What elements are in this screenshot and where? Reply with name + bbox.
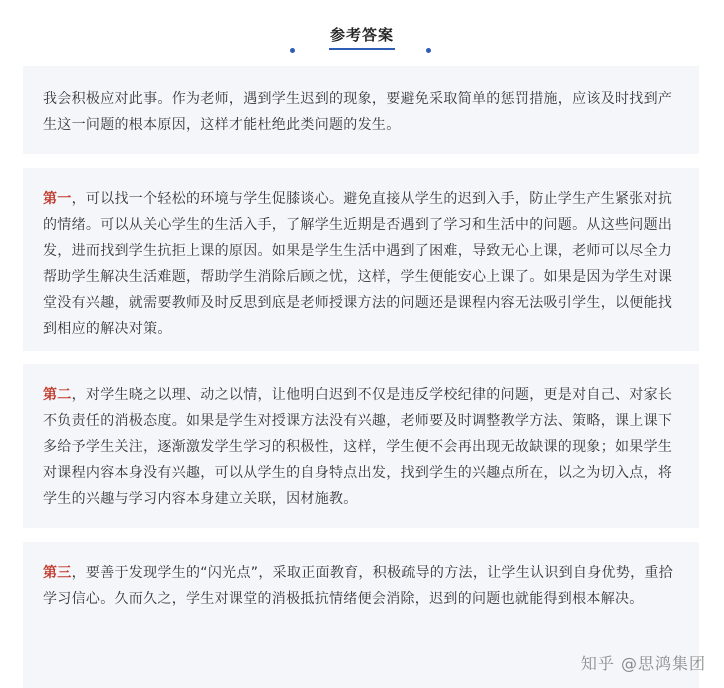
intro-paragraph: 我会积极应对此事。作为老师，遇到学生迟到的现象，要避免采取简单的惩罚措施，应该及时找到产生这一问题的根本原因，这样才能杜绝此类问题的发生。 [43,91,673,133]
third-point-text: ，要善于发现学生的“闪光点”，采取正面教育，积极疏导的方法，让学生认识到自身优势，重拾学习信心。久而久之，学生对课堂的消极抵抗情绪便会消除，迟到的问题也就能得到根本解决。 [43,565,674,607]
first-point-label: 第一 [43,191,72,207]
intro-card [23,66,699,154]
title-left-dot [290,48,295,53]
second-point-label: 第二 [43,387,72,403]
first-point-text: ，可以找一个轻松的环境与学生促膝谈心。避免直接从学生的迟到入手，防止学生产生紧张对抗的情绪。可以从关心学生的生活入手，了解学生近期是否遇到了学习和生活中的问题。从这些问题出发，进而找到学生抗拒上课的原因。如果是学生生活中遇到了困难，导致无心上课，老师可以尽全力帮助学生解决生活难题，帮助学生消除后顾之忧，这样，学生便能安心上课了。如果是因为学生对课堂没有兴趣，就需要教师及时反思到底是老师授课方法的问题还是课程内容无法吸引学生，以便能找到相应的解决对策。 [43,191,673,337]
title-underline [329,48,395,50]
page-title: 参考答案 [329,26,394,44]
second-point-paragraph [43,382,679,512]
second-point-text: ，对学生晓之以理、动之以情，让他明白迟到不仅是违反学校纪律的问题，更是对自己、对家长不负责任的消极态度。如果是学生对授课方法没有兴趣，老师要及时调整教学方法、策略，课上课下多给予学生关注，逐渐激发学生学习的积极性，这样，学生便不会再出现无故缺课的现象；如果学生对课程内容本身没有兴趣，可以从学生的自身特点出发，找到学生的兴趣点所在，以之为切入点，将学生的兴趣与学习内容本身建立关联，因材施教。 [43,387,673,507]
title-area [0,0,724,60]
first-point-paragraph [43,186,679,342]
first-point-card [23,168,699,351]
title-right-dot [426,48,431,53]
zhihu-watermark: 知乎 @思鸿集团 [580,654,706,673]
third-point-label: 第三 [43,565,72,581]
third-point-paragraph [43,560,679,612]
second-point-card [23,364,699,528]
